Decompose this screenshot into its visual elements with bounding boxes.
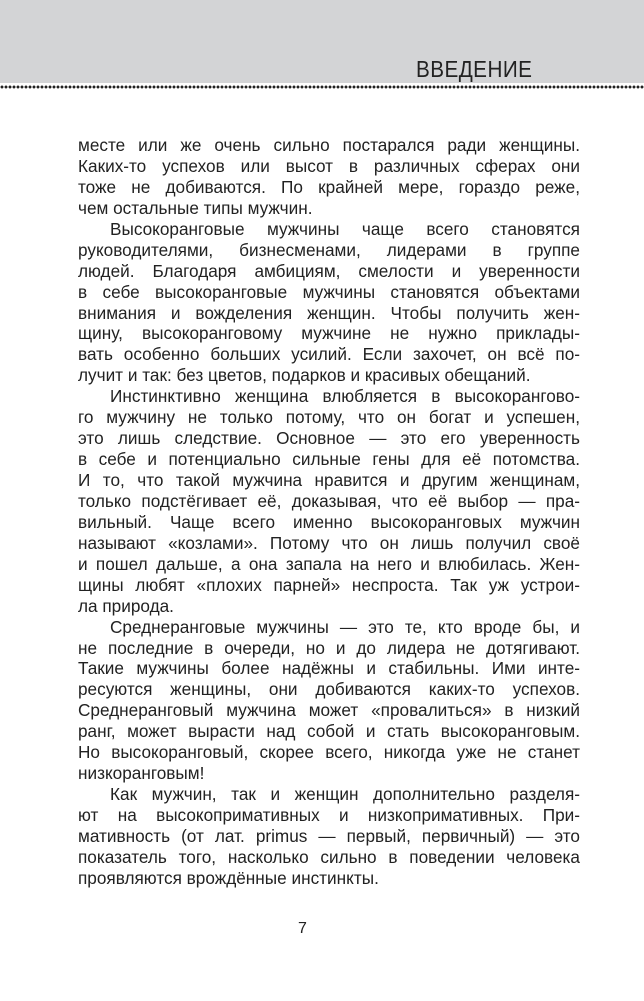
text-line: внимания и вожделения женщин. Чтобы получить жен-: [78, 302, 580, 323]
text-line: щины любят «плохих парней» неспроста. Так уж устрои-: [78, 574, 580, 595]
text-line: показатель того, насколько сильно в поведении человека: [78, 846, 580, 867]
paragraph: [78, 386, 580, 616]
text-line: Среднеранговые мужчины — это те, кто вроде бы, и: [110, 616, 580, 637]
text-line: это лишь следствие. Основное — это его уверенность: [78, 428, 580, 449]
text-line: Каких-то успехов или высот в различных сферах они: [78, 155, 580, 176]
text-line: месте или же очень сильно постарался ради женщины.: [78, 135, 580, 155]
text-line: проявляются врождённые инстинкты.: [78, 867, 379, 888]
text-line: Высокоранговые мужчины чаще всего становятся: [110, 218, 580, 239]
text-line: Но высокоранговый, скорее всего, никогда уже не станет: [78, 742, 580, 763]
page-number: 7: [298, 920, 307, 937]
text-line: Как мужчин, так и женщин дополнительно разделя-: [110, 784, 580, 805]
text-line: не последние в очереди, но и до лидера не дотягивают.: [78, 637, 580, 658]
dotted-divider: [0, 85, 644, 89]
text-line: руководителями, бизнесменами, лидерами в группе: [78, 239, 580, 260]
text-line: ют на высокопримативных и низкопримативных. При-: [78, 805, 580, 825]
text-line: только подстёгивает её, доказывая, что её выбор — пра-: [78, 490, 580, 511]
header-band: [0, 0, 644, 83]
body-text: [78, 135, 580, 889]
paragraph: [78, 219, 580, 387]
chapter-title: ВВЕДЕНИЕ: [415, 56, 532, 82]
text-line: мативность (от лат. primus — первый, первичный) — это: [78, 825, 580, 846]
text-line: называют «козлами». Потому что он лишь получил своё: [78, 532, 580, 553]
text-line: в себе и потенциально сильные гены для её потомства.: [78, 449, 580, 470]
text-line: лучит и так: без цветов, подарков и красивых обещаний.: [78, 365, 531, 386]
paragraph: [78, 617, 580, 785]
paragraph: [78, 784, 580, 889]
paragraph: [78, 135, 580, 219]
text-line: низкоранговым!: [78, 763, 205, 784]
text-line: тоже не добиваются. По крайней мере, гораздо реже,: [78, 176, 580, 197]
text-line: ла природа.: [78, 595, 174, 616]
text-line: И то, что такой мужчина нравится и другим женщинам,: [78, 470, 580, 490]
text-line: Среднеранговый мужчина может «провалиться» в низкий: [78, 700, 580, 721]
text-line: го мужчину не только потому, что он богат и успешен,: [78, 407, 580, 428]
text-line: щину, высокоранговому мужчине не нужно приклады-: [78, 323, 580, 344]
text-line: чем остальные типы мужчин.: [78, 197, 313, 218]
text-line: вильный. Чаще всего именно высокоранговых мужчин: [78, 511, 580, 532]
text-line: Такие мужчины более надёжны и стабильны. Ими инте-: [78, 658, 580, 679]
text-line: ранг, может вырасти над собой и стать высокоранговым.: [78, 721, 580, 742]
text-line: людей. Благодаря амбициям, смелости и уверенности: [78, 260, 580, 281]
text-line: Инстинктивно женщина влюбляется в высокорангово-: [110, 386, 580, 407]
text-line: в себе высокоранговые мужчины становятся объектами: [78, 281, 580, 302]
text-line: ресуются женщины, они добиваются каких-то успехов.: [78, 679, 580, 700]
text-line: и пошел дальше, а она запала на него и влюбилась. Жен-: [78, 553, 580, 574]
text-line: вать особенно больших усилий. Если захочет, он всё по-: [78, 344, 580, 365]
